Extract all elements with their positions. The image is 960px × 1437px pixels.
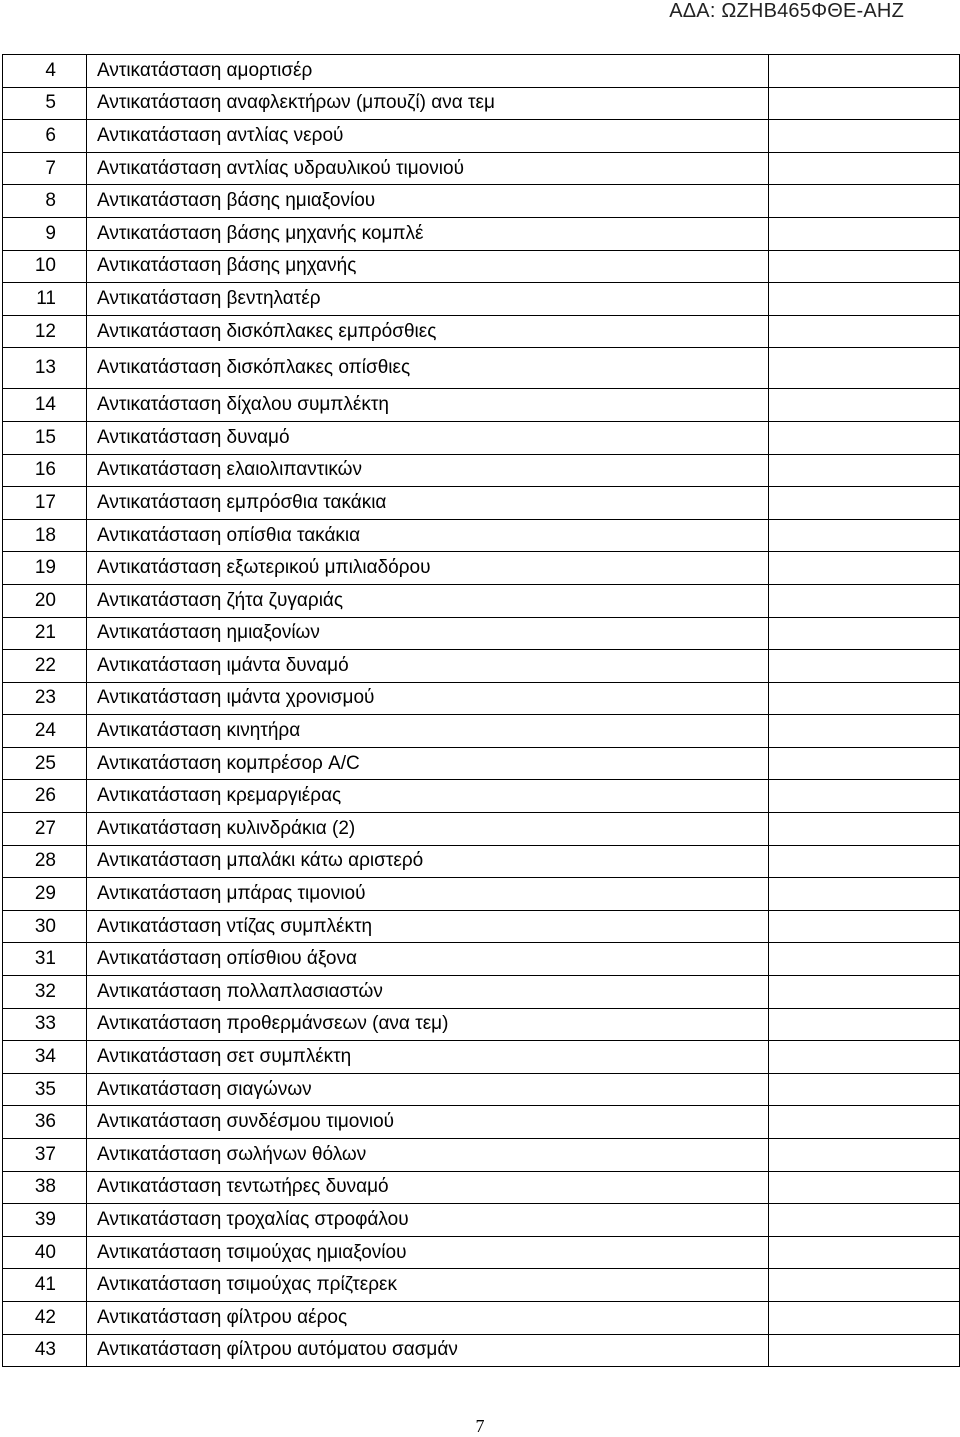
- item-number: 20: [3, 584, 87, 617]
- item-extra-cell: [769, 152, 960, 185]
- item-number: 42: [3, 1301, 87, 1334]
- item-description: Αντικατάσταση δισκόπλακες εμπρόσθιες: [87, 315, 769, 348]
- item-extra-cell: [769, 1073, 960, 1106]
- table-row: [3, 747, 960, 780]
- item-extra-cell: [769, 1171, 960, 1204]
- table-row: [3, 1301, 960, 1334]
- item-description: Αντικατάσταση δυναμό: [87, 421, 769, 454]
- table-row: [3, 1334, 960, 1367]
- item-description: Αντικατάσταση βάσης μηχανής κομπλέ: [87, 217, 769, 250]
- item-description: Αντικατάσταση συνδέσμου τιμονιού: [87, 1106, 769, 1139]
- item-description: Αντικατάσταση τσιμούχας πρίζτερεκ: [87, 1269, 769, 1302]
- table-row: [3, 1106, 960, 1139]
- table-row: [3, 1139, 960, 1172]
- table-row: [3, 552, 960, 585]
- item-description: Αντικατάσταση εξωτερικού μπιλιαδόρου: [87, 552, 769, 585]
- item-description: Αντικατάσταση σετ συμπλέκτη: [87, 1041, 769, 1074]
- item-description: Αντικατάσταση τροχαλίας στροφάλου: [87, 1204, 769, 1237]
- table-row: [3, 519, 960, 552]
- table-row: [3, 217, 960, 250]
- table-row: [3, 976, 960, 1009]
- item-description: Αντικατάσταση ημιαξονίων: [87, 617, 769, 650]
- item-number: 37: [3, 1139, 87, 1172]
- item-number: 6: [3, 120, 87, 153]
- item-extra-cell: [769, 1204, 960, 1237]
- item-number: 22: [3, 650, 87, 683]
- item-number: 21: [3, 617, 87, 650]
- item-description: Αντικατάσταση οπίσθια τακάκια: [87, 519, 769, 552]
- ada-code: ΑΔΑ: ΩΖΗΒ465ΦΘΕ-ΑΗΖ: [669, 0, 904, 22]
- item-extra-cell: [769, 120, 960, 153]
- item-extra-cell: [769, 617, 960, 650]
- table-row: [3, 185, 960, 218]
- item-extra-cell: [769, 943, 960, 976]
- item-number: 18: [3, 519, 87, 552]
- item-extra-cell: [769, 315, 960, 348]
- item-extra-cell: [769, 250, 960, 283]
- item-description: Αντικατάσταση πολλαπλασιαστών: [87, 976, 769, 1009]
- table-row: [3, 1008, 960, 1041]
- item-number: 26: [3, 780, 87, 813]
- item-description: Αντικατάσταση σιαγώνων: [87, 1073, 769, 1106]
- item-number: 32: [3, 976, 87, 1009]
- item-description: Αντικατάσταση ιμάντα δυναμό: [87, 650, 769, 683]
- item-number: 19: [3, 552, 87, 585]
- item-number: 24: [3, 715, 87, 748]
- item-extra-cell: [769, 780, 960, 813]
- table-row: [3, 1073, 960, 1106]
- item-number: 35: [3, 1073, 87, 1106]
- item-description: Αντικατάσταση κυλινδράκια (2): [87, 813, 769, 846]
- item-extra-cell: [769, 1236, 960, 1269]
- item-number: 7: [3, 152, 87, 185]
- item-description: Αντικατάσταση αντλίας νερού: [87, 120, 769, 153]
- page-number: 7: [475, 1416, 485, 1436]
- table-row: [3, 845, 960, 878]
- item-description: Αντικατάσταση μπαλάκι κάτω αριστερό: [87, 845, 769, 878]
- item-description: Αντικατάσταση ζήτα ζυγαριάς: [87, 584, 769, 617]
- item-description: Αντικατάσταση φίλτρου αέρος: [87, 1301, 769, 1334]
- item-extra-cell: [769, 682, 960, 715]
- item-description: Αντικατάσταση βάσης ημιαξονίου: [87, 185, 769, 218]
- item-number: 15: [3, 421, 87, 454]
- item-description: Αντικατάσταση αντλίας υδραυλικού τιμονιού: [87, 152, 769, 185]
- item-extra-cell: [769, 217, 960, 250]
- table-row: [3, 943, 960, 976]
- table-row: [3, 1204, 960, 1237]
- table-row: [3, 715, 960, 748]
- item-extra-cell: [769, 650, 960, 683]
- item-description: Αντικατάσταση ντίζας συμπλέκτη: [87, 910, 769, 943]
- item-description: Αντικατάσταση ελαιολιπαντικών: [87, 454, 769, 487]
- item-extra-cell: [769, 878, 960, 911]
- table-row: [3, 487, 960, 520]
- item-extra-cell: [769, 1334, 960, 1367]
- item-description: Αντικατάσταση κομπρέσορ A/C: [87, 747, 769, 780]
- item-description: Αντικατάσταση δίχαλου συμπλέκτη: [87, 389, 769, 422]
- item-number: 11: [3, 283, 87, 316]
- item-extra-cell: [769, 1139, 960, 1172]
- table-row: [3, 878, 960, 911]
- item-number: 23: [3, 682, 87, 715]
- item-extra-cell: [769, 976, 960, 1009]
- table-row: [3, 1236, 960, 1269]
- item-extra-cell: [769, 87, 960, 120]
- item-extra-cell: [769, 813, 960, 846]
- item-number: 29: [3, 878, 87, 911]
- item-number: 36: [3, 1106, 87, 1139]
- item-number: 14: [3, 389, 87, 422]
- table-row: [3, 682, 960, 715]
- item-description: Αντικατάσταση προθερμάνσεων (ανα τεμ): [87, 1008, 769, 1041]
- item-description: Αντικατάσταση τεντωτήρες δυναμό: [87, 1171, 769, 1204]
- item-description: Αντικατάσταση τσιμούχας ημιαξονίου: [87, 1236, 769, 1269]
- item-number: 5: [3, 87, 87, 120]
- item-extra-cell: [769, 1041, 960, 1074]
- table-row: [3, 120, 960, 153]
- table-row: [3, 283, 960, 316]
- item-description: Αντικατάσταση εμπρόσθια τακάκια: [87, 487, 769, 520]
- item-extra-cell: [769, 348, 960, 389]
- item-number: 12: [3, 315, 87, 348]
- table-row: [3, 348, 960, 389]
- item-number: 13: [3, 348, 87, 389]
- item-extra-cell: [769, 519, 960, 552]
- item-number: 31: [3, 943, 87, 976]
- item-extra-cell: [769, 454, 960, 487]
- item-extra-cell: [769, 1008, 960, 1041]
- table-row: [3, 250, 960, 283]
- item-number: 34: [3, 1041, 87, 1074]
- table-row: [3, 389, 960, 422]
- item-number: 38: [3, 1171, 87, 1204]
- table-row: [3, 617, 960, 650]
- item-extra-cell: [769, 1269, 960, 1302]
- item-number: 33: [3, 1008, 87, 1041]
- item-number: 28: [3, 845, 87, 878]
- table-row: [3, 421, 960, 454]
- item-description: Αντικατάσταση ιμάντα χρονισμού: [87, 682, 769, 715]
- repair-items-table: [2, 54, 960, 1367]
- item-number: 10: [3, 250, 87, 283]
- item-description: Αντικατάσταση βάσης μηχανής: [87, 250, 769, 283]
- item-extra-cell: [769, 715, 960, 748]
- item-extra-cell: [769, 584, 960, 617]
- item-description: Αντικατάσταση οπίσθιου άξονα: [87, 943, 769, 976]
- item-description: Αντικατάσταση αμορτισέρ: [87, 55, 769, 88]
- item-number: 25: [3, 747, 87, 780]
- item-description: Αντικατάσταση δισκόπλακες οπίσθιες: [87, 348, 769, 389]
- item-number: 8: [3, 185, 87, 218]
- table-row: [3, 87, 960, 120]
- item-number: 16: [3, 454, 87, 487]
- table-row: [3, 813, 960, 846]
- item-extra-cell: [769, 1106, 960, 1139]
- item-description: Αντικατάσταση βεντηλατέρ: [87, 283, 769, 316]
- item-number: 27: [3, 813, 87, 846]
- item-extra-cell: [769, 389, 960, 422]
- item-description: Αντικατάσταση σωλήνων θόλων: [87, 1139, 769, 1172]
- item-extra-cell: [769, 487, 960, 520]
- item-description: Αντικατάσταση μπάρας τιμονιού: [87, 878, 769, 911]
- table-row: [3, 152, 960, 185]
- item-extra-cell: [769, 55, 960, 88]
- table-row: [3, 650, 960, 683]
- table-row: [3, 454, 960, 487]
- item-number: 43: [3, 1334, 87, 1367]
- item-description: Αντικατάσταση φίλτρου αυτόματου σασμάν: [87, 1334, 769, 1367]
- item-extra-cell: [769, 910, 960, 943]
- item-number: 30: [3, 910, 87, 943]
- item-description: Αντικατάσταση κινητήρα: [87, 715, 769, 748]
- table-row: [3, 780, 960, 813]
- item-number: 17: [3, 487, 87, 520]
- item-extra-cell: [769, 552, 960, 585]
- table-row: [3, 1041, 960, 1074]
- item-description: Αντικατάσταση αναφλεκτήρων (μπουζί) ανα τεμ: [87, 87, 769, 120]
- item-number: 41: [3, 1269, 87, 1302]
- item-extra-cell: [769, 421, 960, 454]
- item-extra-cell: [769, 283, 960, 316]
- item-number: 4: [3, 55, 87, 88]
- item-extra-cell: [769, 747, 960, 780]
- item-extra-cell: [769, 185, 960, 218]
- table-row: [3, 315, 960, 348]
- item-number: 40: [3, 1236, 87, 1269]
- item-extra-cell: [769, 845, 960, 878]
- table-body: [3, 55, 960, 1367]
- item-description: Αντικατάσταση κρεμαργιέρας: [87, 780, 769, 813]
- table-row: [3, 1269, 960, 1302]
- table-row: [3, 55, 960, 88]
- item-extra-cell: [769, 1301, 960, 1334]
- table-row: [3, 910, 960, 943]
- table-row: [3, 1171, 960, 1204]
- table-row: [3, 584, 960, 617]
- item-number: 9: [3, 217, 87, 250]
- item-number: 39: [3, 1204, 87, 1237]
